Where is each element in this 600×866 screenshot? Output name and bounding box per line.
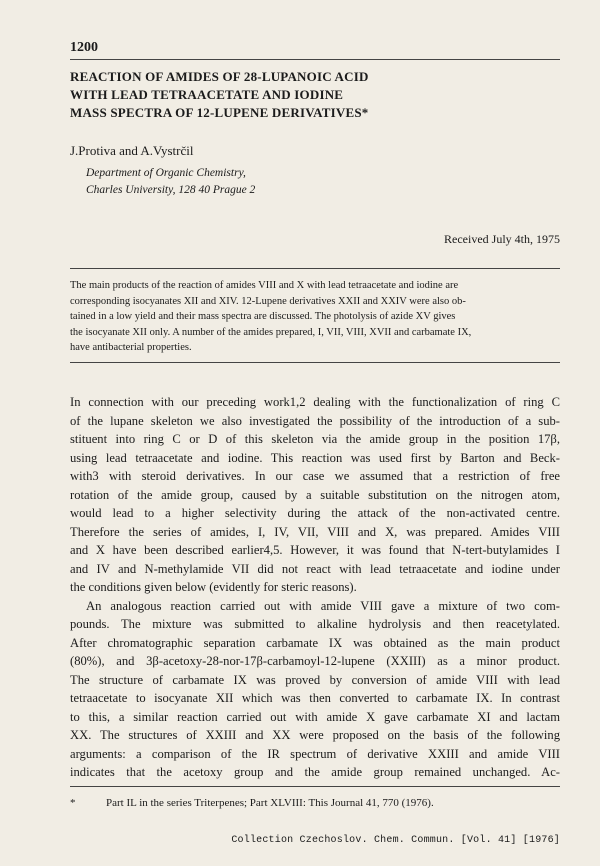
footnote-marker: * [70, 797, 76, 809]
abstract-line: tained in a low yield and their mass spectra are discussed. The photolysis of azide XV gives [70, 311, 456, 322]
body-line: An analogous reaction carried out with amide VIII gave a mixture of two com- [86, 598, 560, 613]
title-line: MASS SPECTRA OF 12-LUPENE DERIVATIVES* [70, 105, 369, 120]
body-line: and X have been described earlier4,5. However, it was found that N-tert-butylamides I [70, 543, 560, 557]
body-line: XX. The structures of XXIII and XX were proposed on the basis of the following [70, 728, 560, 742]
abstract [70, 278, 560, 356]
affiliation-line: Charles University, 128 40 Prague 2 [86, 184, 256, 196]
title-line: WITH LEAD TETRAACETATE AND IODINE [70, 87, 344, 102]
page-number: 1200 [70, 40, 98, 55]
body-line: After chromatographic separation carbamate IX was obtained as the main product [70, 635, 560, 650]
body-line: The structure of carbamate IX was proved by conversion of amide VIII with lead [70, 672, 560, 687]
article-title [70, 68, 560, 122]
body-line: pounds. The mixture was submitted to alkaline hydrolysis and then reacetylated. [70, 617, 560, 631]
header-rule [70, 59, 560, 60]
body-line: (80%), and 3β-acetoxy-28-nor-17β-carbamoyl-12-lupene (XXIII) as a minor product. [70, 654, 560, 668]
body-line: stituent into ring C or D of this skeleton via the amide group in the position 17β, [70, 432, 560, 446]
body-line: with3 with steroid derivatives. In our case we assumed that a restriction of free [70, 469, 560, 483]
affiliation-line: Department of Organic Chemistry, [86, 167, 246, 179]
abstract-line: the isocyanate XII only. A number of the amides prepared, I, VII, VIII, XVII and carbamate IX, [70, 326, 472, 338]
title-line: REACTION OF AMIDES OF 28-LUPANOIC ACID [70, 69, 369, 84]
body-line: to this, a similar reaction carried out with amide X gave carbamate XI and lactam [70, 709, 560, 724]
footnote-rule [70, 786, 560, 787]
body-line: tetraacetate to isocyanate XII which was then converted to carbamate IX. In contrast [70, 691, 560, 705]
body-line: rotation of the amide group, caused by a suitable substitution on the nitrogen atom, [70, 487, 560, 502]
abstract-bottom-rule [70, 362, 560, 363]
abstract-line: corresponding isocyanates XII and XIV. 12-Lupene derivatives XXII and XXIV were also ob- [70, 295, 466, 307]
footnote-text: Part IL in the series Triterpenes; Part XLVIII: This Journal 41, 770 (1976). [106, 797, 434, 809]
received-date: Received July 4th, 1975 [444, 232, 560, 246]
authors: J.Protiva and A.Vystrčil [70, 143, 194, 158]
affiliation [86, 165, 255, 199]
body-line: would lead to a higher selectivity during the attack of the non-activated centre. [70, 506, 560, 520]
body-line: arguments: a comparison of the IR spectrum of derivative XXIII and amide VIII [70, 746, 560, 761]
body-line: the conditions given below (evidently for steric reasons). [70, 580, 357, 594]
body-line: Therefore the series of amides, I, IV, VII, VIII and X, was prepared. Amides VIII [70, 524, 560, 539]
body-line: and IV and N-methylamide VII did not react with lead tetraacetate and iodine under [70, 561, 560, 576]
body-line: indicates that the acetoxy group and the amide group remained unchanged. Ac- [70, 765, 560, 779]
abstract-line: have antibacterial properties. [70, 342, 192, 353]
abstract-top-rule [70, 268, 560, 269]
journal-footer: Collection Czechoslov. Chem. Commun. [Vol. 41] [1976] [231, 835, 560, 846]
body-text [70, 393, 560, 782]
body-line: using lead tetraacetate and iodine. This reaction was used first by Barton and Beck- [70, 450, 560, 465]
abstract-line: The main products of the reaction of amides VIII and X with lead tetraacetate and iodine are [70, 280, 459, 291]
body-line: In connection with our preceding work1,2 dealing with the functionalization of ring C [70, 395, 560, 409]
footnote [70, 797, 434, 809]
body-line: of the lupane skeleton we also investigated the possibility of the introduction of a sub- [70, 413, 560, 428]
